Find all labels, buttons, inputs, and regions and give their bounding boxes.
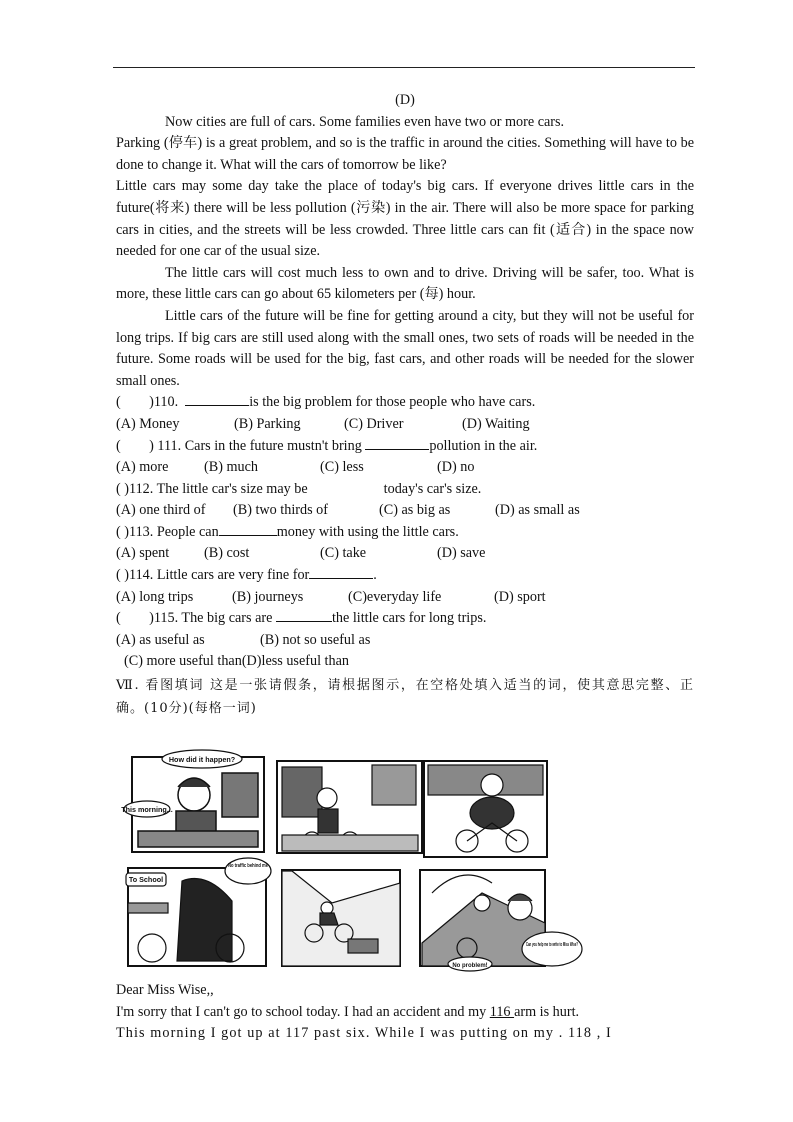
option[interactable]: (D) as small as: [495, 502, 580, 519]
options-113: [116, 543, 694, 565]
passage-label: (D): [395, 92, 415, 108]
letter-line: This morning I got up at 117 past six. While I was putting on my . 118 , I: [116, 1025, 612, 1042]
option[interactable]: (A) Money: [116, 415, 180, 432]
bubble-text: [228, 863, 269, 869]
bubble-text-line: Can you help me to write to Miss Wise?: [526, 942, 578, 948]
option[interactable]: (A) spent: [116, 545, 170, 562]
passage-paragraph: Little cars may some day take the place of today's big cars. If everyone drives little cars in the future(将来) there will be less pollution (污染) in the air. There will also be more space for parking cars in cities, and the streets will be less crowded. Three little cars can fit (适合) in the space now needed for one car of the usual size.: [116, 178, 694, 260]
passage-paragraph: Little cars of the future will be fine for getting around a city, but they will not be useful for long trips. If big cars are still used along with the small ones, two sets of roads will be needed in the future. Some roads will be used for the big, fast cars, and other roads will be needed for the slower small ones.: [116, 307, 694, 389]
options-115: [116, 630, 694, 652]
option[interactable]: (B) journeys: [232, 588, 304, 605]
option[interactable]: (A) long trips: [116, 588, 194, 605]
header-rule: [113, 67, 695, 68]
options-110: [116, 414, 694, 436]
answer-blank[interactable]: [219, 523, 277, 536]
options-111: [116, 457, 694, 479]
option[interactable]: (D) Waiting: [462, 415, 530, 432]
bubble-text-line: No traffic behind me: [228, 863, 269, 869]
option[interactable]: (C) as big as: [379, 502, 451, 519]
option[interactable]: (C) take: [320, 545, 367, 562]
letter-line: I'm sorry that I can't go to school today. I had an accident and my 116 arm is hurt.: [116, 1003, 580, 1020]
option[interactable]: (C)everyday life: [348, 588, 442, 605]
question-113: ( )113. People can money with using the little cars.: [116, 523, 459, 540]
question-111: ( ) 111. Cars in the future mustn't bring pollution in the air.: [116, 437, 538, 454]
option[interactable]: (C) more useful than: [124, 653, 242, 670]
option[interactable]: (A) one third of: [116, 502, 206, 519]
passage-paragraph: Parking (停车) is a great problem, and so is the traffic in around the cities. Something will have to be done to change it. What will the cars of tomorrow be like?: [116, 135, 694, 173]
options-112: [116, 500, 694, 522]
comic-strip: [122, 743, 588, 975]
option[interactable]: (D) sport: [494, 588, 546, 605]
option[interactable]: (A) more: [116, 459, 169, 476]
option[interactable]: (C) less: [320, 459, 364, 476]
option[interactable]: (C) Driver: [344, 415, 404, 432]
option[interactable]: (B) not so useful as: [260, 631, 371, 648]
answer-blank[interactable]: [365, 437, 429, 450]
option[interactable]: (D)less useful than: [241, 653, 349, 670]
option[interactable]: (B) much: [204, 459, 258, 476]
option[interactable]: (B) two thirds of: [233, 502, 328, 519]
section-7-instructions: Ⅶ. 看图填词 这是一张请假条，请根据图示，在空格处填入适当的词，使其意思完整、正确。(10分)(每格一词): [116, 678, 694, 717]
bubble-text: To School: [128, 875, 164, 884]
options-115-cont: [116, 651, 694, 673]
option[interactable]: (B) cost: [204, 545, 250, 562]
question-112: ( )112. The little car's size may be today's car's size.: [116, 480, 482, 497]
bubble-text: [526, 942, 578, 948]
question-110: ( )110. is the big problem for those people who have cars.: [116, 394, 536, 411]
bubble-text: No problem!: [452, 963, 488, 969]
option[interactable]: (A) as useful as: [116, 631, 205, 648]
answer-blank[interactable]: [185, 393, 249, 406]
reading-section: [116, 90, 694, 720]
question-114: ( )114. Little cars are very fine for .: [116, 567, 377, 584]
option[interactable]: (D) no: [437, 459, 475, 476]
bubble-text: How did it happen?: [168, 755, 236, 764]
answer-blank[interactable]: [309, 566, 373, 579]
letter-section: [116, 980, 694, 1045]
bubble-text: This morning...: [121, 805, 173, 814]
passage-paragraph: Now cities are full of cars. Some families even have two or more cars.: [165, 113, 565, 130]
blank-116[interactable]: 116: [489, 1003, 515, 1020]
option[interactable]: (B) Parking: [234, 415, 301, 432]
passage-paragraph: The little cars will cost much less to own and to drive. Driving will be safer, too. What is more, these little cars can go about 65 kilometers per (每) hour.: [116, 264, 694, 303]
question-115: ( )115. The big cars are the little cars for long trips.: [116, 610, 487, 627]
answer-blank[interactable]: [276, 609, 332, 622]
option[interactable]: (D) save: [437, 545, 486, 562]
letter-salutation: Dear Miss Wise,,: [116, 982, 214, 998]
options-114: [116, 587, 694, 609]
